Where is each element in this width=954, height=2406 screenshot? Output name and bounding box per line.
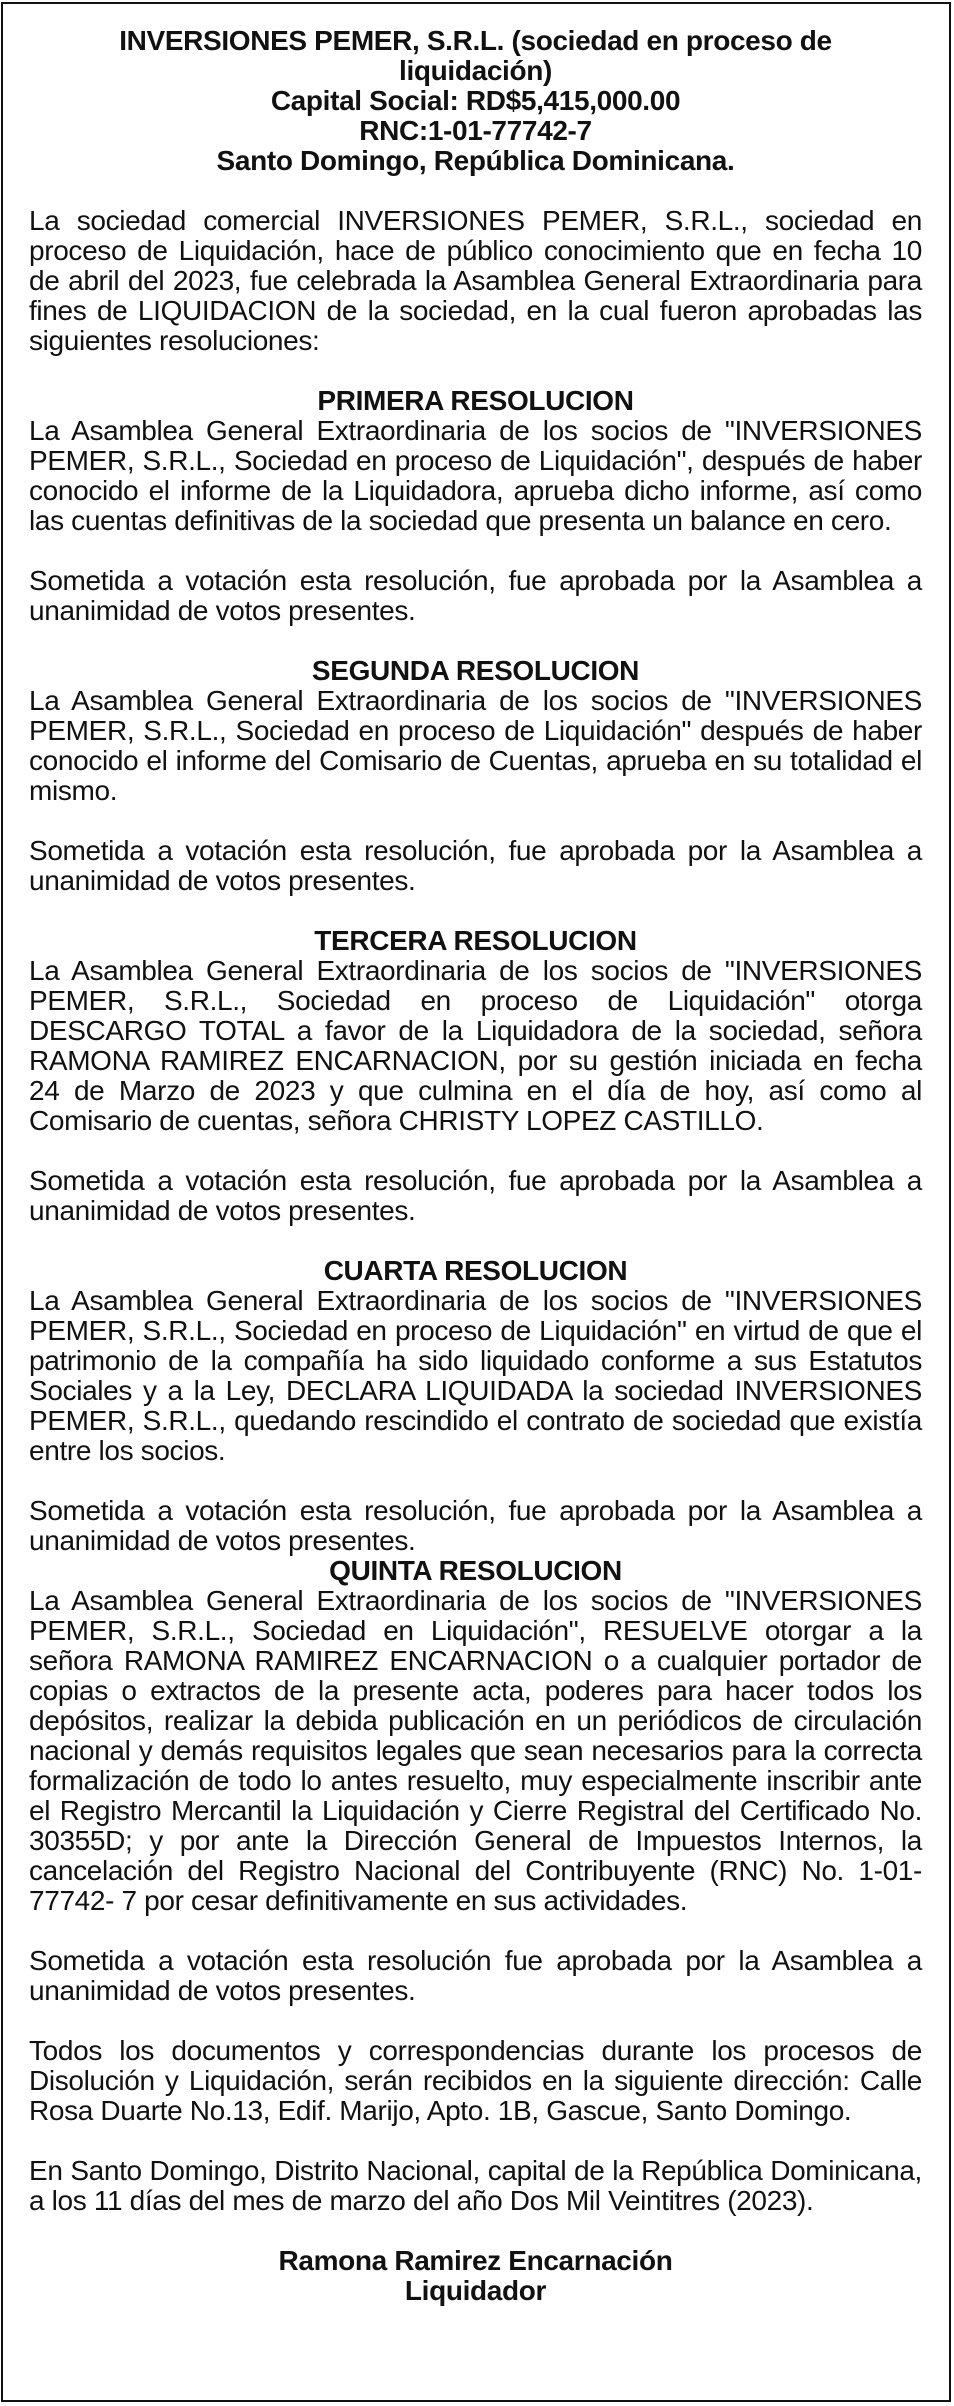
resolution-4 <box>29 1256 922 1556</box>
resolution-title: QUINTA RESOLUCION <box>329 1555 622 1586</box>
company-title-line-2: liquidación) <box>399 55 552 86</box>
resolution-3 <box>29 926 922 1226</box>
resolution-2 <box>29 656 922 896</box>
resolution-body: La Asamblea General Extraordinaria de los socios de "INVERSIONES PEMER, S.R.L., Sociedad en proceso de Liquidación" en virtud de que el patrimonio de la compañía ha sido liquidado conforme a sus Estatutos Sociales y a la Ley, DECLARA LIQUIDADA la sociedad INVERSIONES PEMER, S.R.L., quedando rescindido el contrato de sociedad que existía entre los socios. <box>29 1285 922 1466</box>
resolution-title: CUARTA RESOLUCION <box>323 1255 628 1286</box>
resolution-body: La Asamblea General Extraordinaria de los socios de "INVERSIONES PEMER, S.R.L., Sociedad en proceso de Liquidación" otorga DESCARGO TOTAL a favor de la Liquidadora de la sociedad, señora RAMONA RAMIREZ ENCARNACION, por su gestión iniciada en fecha 24 de Marzo de 2023 y que culmina en el día de hoy, así como al Comisario de cuentas, señora CHRISTY LOPEZ CASTILLO. <box>29 955 922 1136</box>
resolution-vote: Sometida a votación esta resolución, fue aprobada por la Asamblea a unanimidad de votos presentes. <box>29 1495 922 1556</box>
company-title-line-1: INVERSIONES PEMER, S.R.L. (sociedad en proceso de <box>119 25 832 56</box>
resolution-vote: Sometida a votación esta resolución, fue aprobada por la Asamblea a unanimidad de votos presentes. <box>29 1165 922 1226</box>
resolution-5 <box>29 1556 922 2006</box>
resolution-vote: Sometida a votación esta resolución, fue aprobada por la Asamblea a unanimidad de votos presentes. <box>29 565 922 626</box>
legal-notice <box>1 2 951 2402</box>
resolution-body: La Asamblea General Extraordinaria de los socios de "INVERSIONES PEMER, S.R.L., Sociedad en proceso de Liquidación" después de haber conocido el informe del Comisario de Cuentas, aprueba en su totalidad el mismo. <box>29 685 922 806</box>
capital-social: Capital Social: RD$5,415,000.00 <box>270 85 681 116</box>
resolution-title: SEGUNDA RESOLUCION <box>311 655 640 686</box>
notice-header <box>29 26 922 176</box>
signatory-role: Liquidador <box>404 2275 547 2306</box>
intro-paragraph: La sociedad comercial INVERSIONES PEMER, S.R.L., sociedad en proceso de Liquidación, hace de público conocimiento que en fecha 10 de abril del 2023, fue celebrada la Asamblea General Extraordinaria para fines de LIQUIDACION de la sociedad, en la cual fueron aprobadas las siguientes resoluciones: <box>29 205 922 356</box>
documents-address-paragraph: Todos los documentos y correspondencias durante los procesos de Disolución y Liquidación, serán recibidos en la siguiente dirección: Calle Rosa Duarte No.13, Edif. Marijo, Apto. 1B, Gascue, Santo Domingo. <box>29 2035 922 2126</box>
resolution-title: TERCERA RESOLUCION <box>314 925 637 956</box>
resolution-title: PRIMERA RESOLUCION <box>317 385 634 416</box>
resolution-vote: Sometida a votación esta resolución fue aprobada por la Asamblea a unanimidad de votos presentes. <box>29 1945 922 2006</box>
closing-paragraph: En Santo Domingo, Distrito Nacional, capital de la República Dominicana, a los 11 días del mes de marzo del año Dos Mil Veintitres (2023). <box>29 2155 922 2216</box>
location: Santo Domingo, República Dominicana. <box>216 145 735 176</box>
resolution-vote: Sometida a votación esta resolución, fue aprobada por la Asamblea a unanimidad de votos presentes. <box>29 835 922 896</box>
signatory-name: Ramona Ramirez Encarnación <box>278 2245 673 2276</box>
signature-block <box>29 2246 922 2306</box>
resolution-body: La Asamblea General Extraordinaria de los socios de "INVERSIONES PEMER, S.R.L., Sociedad en Liquidación", RESUELVE otorgar a la señora RAMONA RAMIREZ ENCARNACION o a cualquier portador de copias o extractos de la presente acta, poderes para hacer todos los depósitos, realizar la debida publicación en un periódicos de circulación nacional y demás requisitos legales que sean necesarios para la correcta formalización de todo lo antes resuelto, muy especialmente inscribir ante el Registro Mercantil la Liquidación y Cierre Registral del Certificado No. 30355D; y por ante la Dirección General de Impuestos Internos, la cancelación del Registro Nacional del Contribuyente (RNC) No. 1-01-77742- 7 por cesar definitivamente en sus actividades. <box>29 1585 922 1916</box>
resolution-1 <box>29 386 922 626</box>
rnc-number: RNC:1-01-77742-7 <box>359 115 592 146</box>
resolution-body: La Asamblea General Extraordinaria de los socios de "INVERSIONES PEMER, S.R.L., Sociedad en proceso de Liquidación", después de haber conocido el informe de la Liquidadora, aprueba dicho informe, así como las cuentas definitivas de la sociedad que presenta un balance en cero. <box>29 415 922 536</box>
